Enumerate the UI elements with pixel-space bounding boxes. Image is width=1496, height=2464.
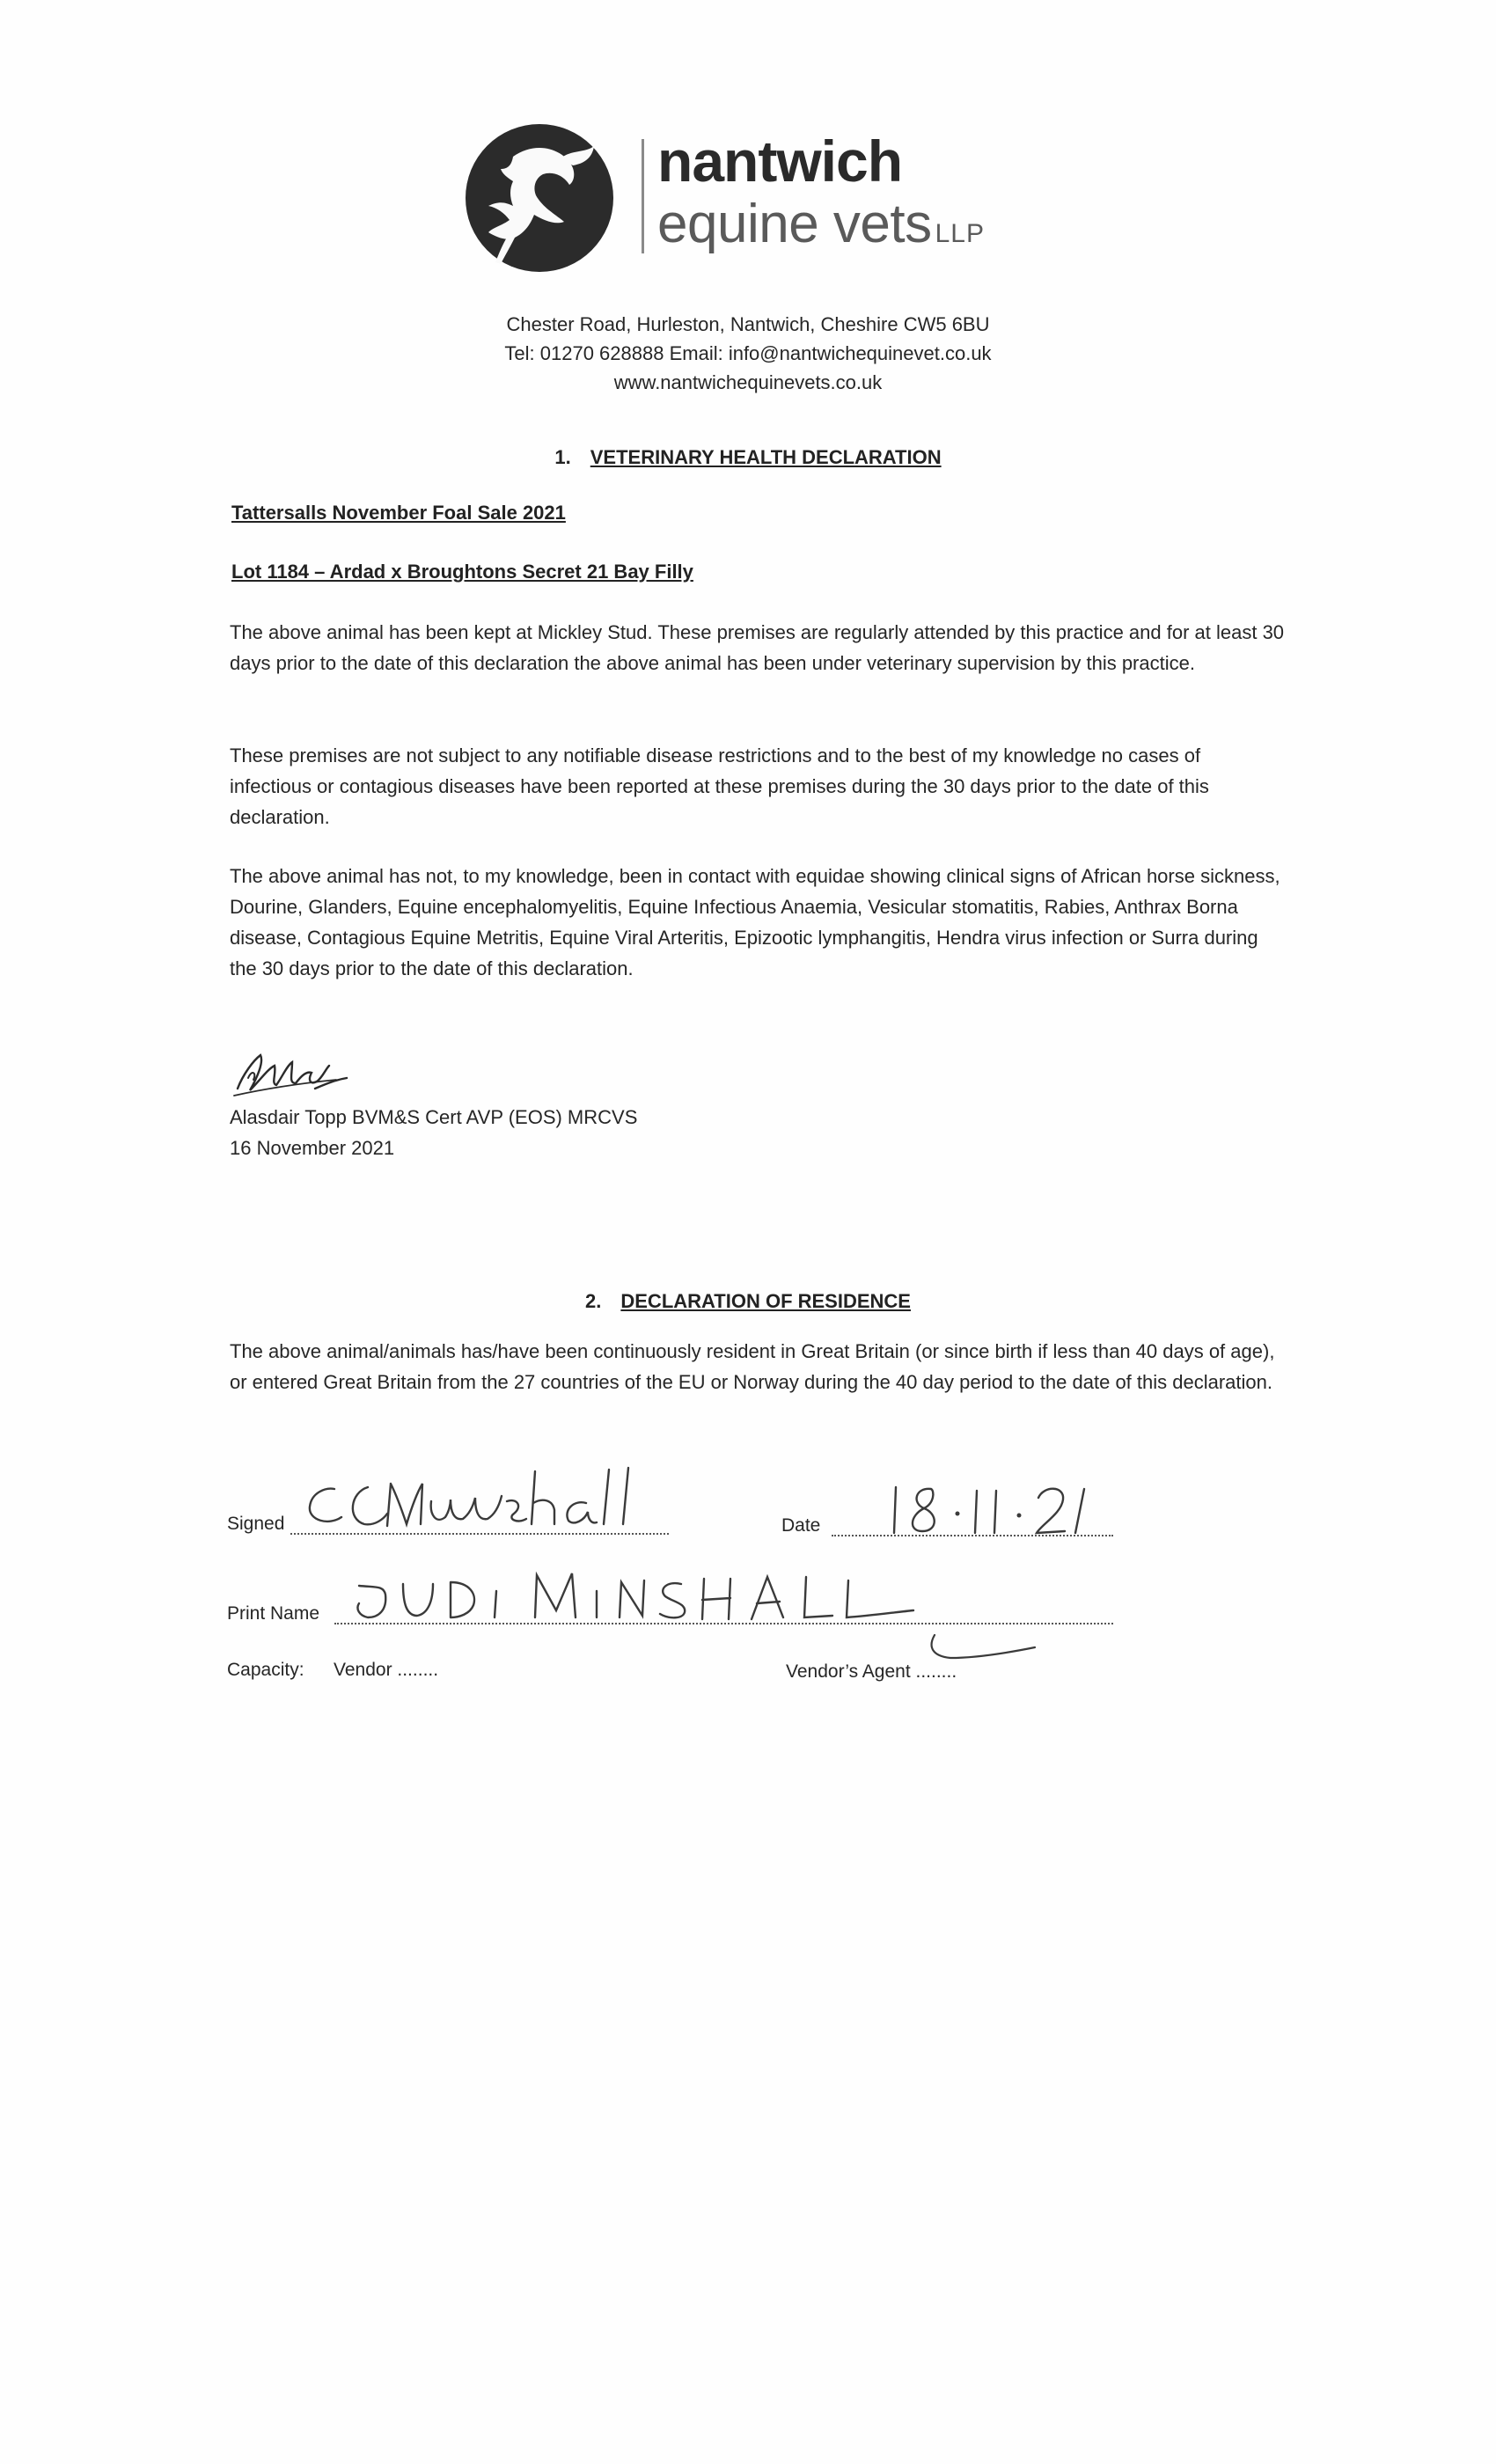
lot-description: Lot 1184 – Ardad x Broughtons Secret 21 Bay Filly — [231, 561, 693, 583]
vet-declaration-date: 16 November 2021 — [230, 1137, 395, 1159]
sale-name: Tattersalls November Foal Sale 2021 — [231, 502, 566, 524]
section-2-heading — [0, 1290, 1496, 1313]
signed-label: Signed — [227, 1514, 285, 1534]
print-name-value — [0, 0, 7, 1]
capacity-vendor-option[interactable]: Vendor ........ — [334, 1660, 439, 1680]
practice-suffix: LLP — [935, 219, 986, 248]
practice-subname — [657, 194, 986, 254]
practice-subname-text: equine vets — [657, 194, 932, 254]
logo-divider — [642, 139, 644, 253]
practice-name: nantwich — [657, 128, 903, 194]
section-1-title: VETERINARY HEALTH DECLARATION — [590, 446, 942, 468]
website-line: www.nantwichequinevets.co.uk — [613, 371, 883, 393]
section-2-title: DECLARATION OF RESIDENCE — [620, 1290, 911, 1312]
letterhead-logo — [462, 123, 990, 273]
vet-signatory-name: Alasdair Topp BVM&S Cert AVP (EOS) MRCVS — [230, 1106, 638, 1128]
date-handwritten — [889, 1478, 1118, 1540]
capacity-label: Capacity: — [227, 1660, 304, 1680]
date-label: Date — [781, 1515, 821, 1536]
capacity-checkmark — [924, 1628, 1047, 1672]
vet-signatory-block — [230, 1102, 637, 1163]
capacity-agent-option[interactable]: Vendor’s Agent ........ — [786, 1661, 957, 1682]
premises-paragraph: These premises are not subject to any notifiable disease restrictions and to the best of my knowledge no cases of infectious or contagious diseases have been reported at these premises during the 30 days prior to the date of this declaration. — [230, 744, 1209, 828]
supervision-paragraph: The above animal has been kept at Mickley Stud. These premises are regularly attended by this practice and for at least 30 days prior to the date of this declaration the above animal has been under veterinary supervision by this practice. — [230, 621, 1285, 674]
contact-paragraph: The above animal has not, to my knowledge, been in contact with equidae showing clinical signs of African horse sickness, Dourine, Glanders, Equine encephalomyelitis, Equine Infectious Anaemia, Vesicular stomatitis, Rabies, Anthrax Borna disease, Contagious Equine Metritis, Equine Viral Arteritis, Epizootic lymphangitis, Hendra virus infection or Surra during the 30 days prior to the date of this declaration. — [230, 865, 1280, 979]
section-1-number: 1. — [554, 446, 571, 468]
contact-line: Tel: 01270 628888 Email: info@nantwichequinevet.co.uk — [504, 342, 992, 364]
section-2-number: 2. — [585, 1290, 602, 1312]
print-name-handwritten — [341, 1559, 922, 1630]
residence-paragraph: The above animal/animals has/have been continuously resident in Great Britain (or since birth if less than 40 days of age), or entered Great Britain from the 27 countries of the EU or Norway during the 40 day period to the date of this declaration. — [230, 1340, 1275, 1393]
jumping-horse-logo-icon — [462, 123, 620, 273]
letterhead-address — [0, 310, 1496, 397]
address-line: Chester Road, Hurleston, Nantwich, Cheshire CW5 6BU — [506, 313, 990, 335]
section-1-heading — [0, 446, 1496, 469]
vendor-signature — [299, 1463, 686, 1542]
vet-signature — [231, 1043, 371, 1104]
print-name-label: Print Name — [227, 1603, 320, 1624]
